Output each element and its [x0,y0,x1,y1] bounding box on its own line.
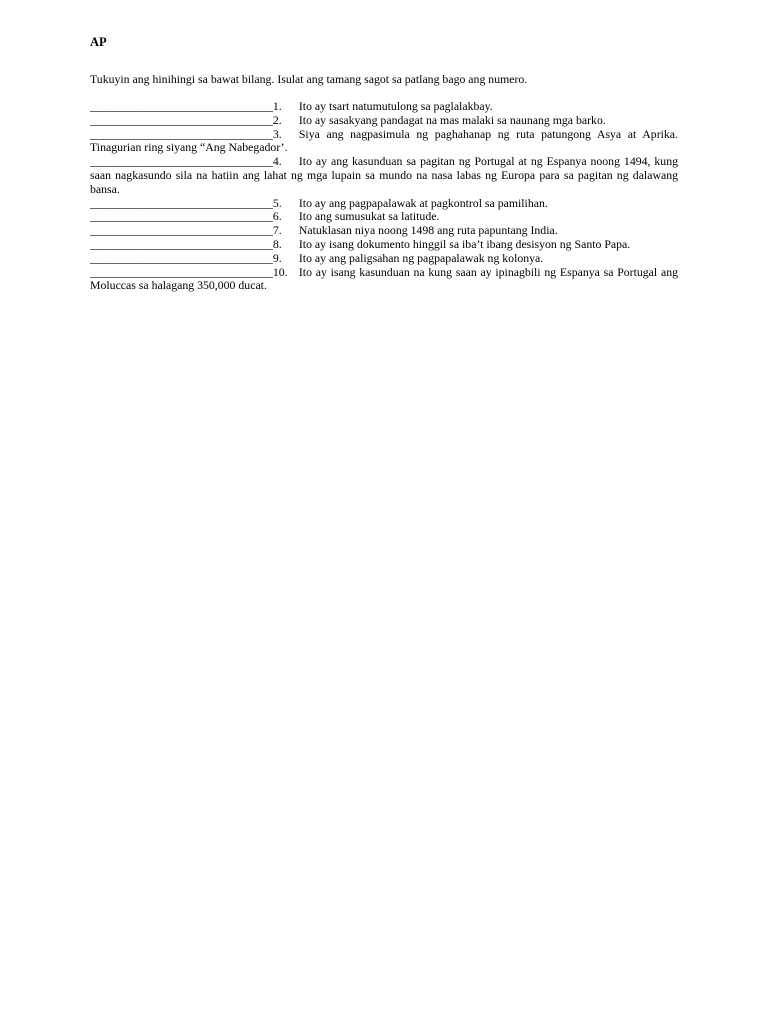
question-text: Natuklasan niya noong 1498 ang ruta papuntang India. [298,223,558,238]
question-number: 1. [272,99,282,113]
question-text: Ito ay ang paligsahan ng pagpapalawak ng kolonya. [298,250,544,265]
subject-title: AP [90,35,107,49]
question-list [90,100,678,293]
question-number: 7. [272,223,282,238]
answer-blank: _______________________________ [90,112,273,127]
question-number: 5. [272,195,282,210]
answer-blank: _______________________________ [90,195,273,210]
question-item-3 [90,128,678,156]
question-item-7 [90,224,678,238]
question-item-10 [90,266,678,294]
instructions-text: Tukuyin ang hinihingi sa bawat bilang. Isulat ang tamang sagot sa patlang bago ang numero. [90,72,528,86]
question-item-5 [90,197,678,211]
question-text: Siya ang nagpasimula ng paghahanap ng ruta patungong Asya at Aprika. Tinagurian ring siyang “Ang Nabegador’. [90,126,678,155]
question-number: 6. [272,209,282,224]
question-number: 8. [272,236,282,251]
question-text: Ito ay isang kasunduan na kung saan ay ipinagbili ng Espanya sa Portugal ang Moluccas sa halagang 350,000 ducat. [90,264,678,293]
question-item-6 [90,210,678,224]
question-number: 2. [272,112,282,127]
question-text: Ito ay isang dokumento hinggil sa iba’t ibang desisyon ng Santo Papa. [298,236,631,251]
question-number: 3. [272,126,282,141]
answer-blank: _______________________________ [90,264,273,279]
question-number: 4. [272,154,282,169]
question-number: 10. [272,264,288,279]
answer-blank: _______________________________ [90,223,273,238]
answer-blank: _______________________________ [90,236,273,251]
question-text: Ito ang sumusukat sa latitude. [298,209,440,224]
question-item-2 [90,114,678,128]
question-item-9 [90,252,678,266]
question-item-8 [90,238,678,252]
answer-blank: _______________________________ [90,99,273,113]
answer-blank: _______________________________ [90,154,273,169]
question-item-1 [90,100,678,114]
worksheet-page [90,35,678,293]
question-text: Ito ay tsart natumutulong sa paglalakbay. [298,99,493,113]
question-text: Ito ay ang kasunduan sa pagitan ng Portugal at ng Espanya noong 1494, kung saan nagkasundo sila na hatiin ang lahat ng mga lupain sa mundo na nasa labas ng Europa para sa pagitan ng dalawang bansa. [90,154,678,196]
answer-blank: _______________________________ [90,126,273,141]
answer-blank: _______________________________ [90,250,273,265]
answer-blank: _______________________________ [90,209,273,224]
question-item-4 [90,155,678,196]
question-number: 9. [272,250,282,265]
question-text: Ito ay sasakyang pandagat na mas malaki sa naunang mga barko. [298,112,606,127]
question-text: Ito ay ang pagpapalawak at pagkontrol sa pamilihan. [298,195,548,210]
